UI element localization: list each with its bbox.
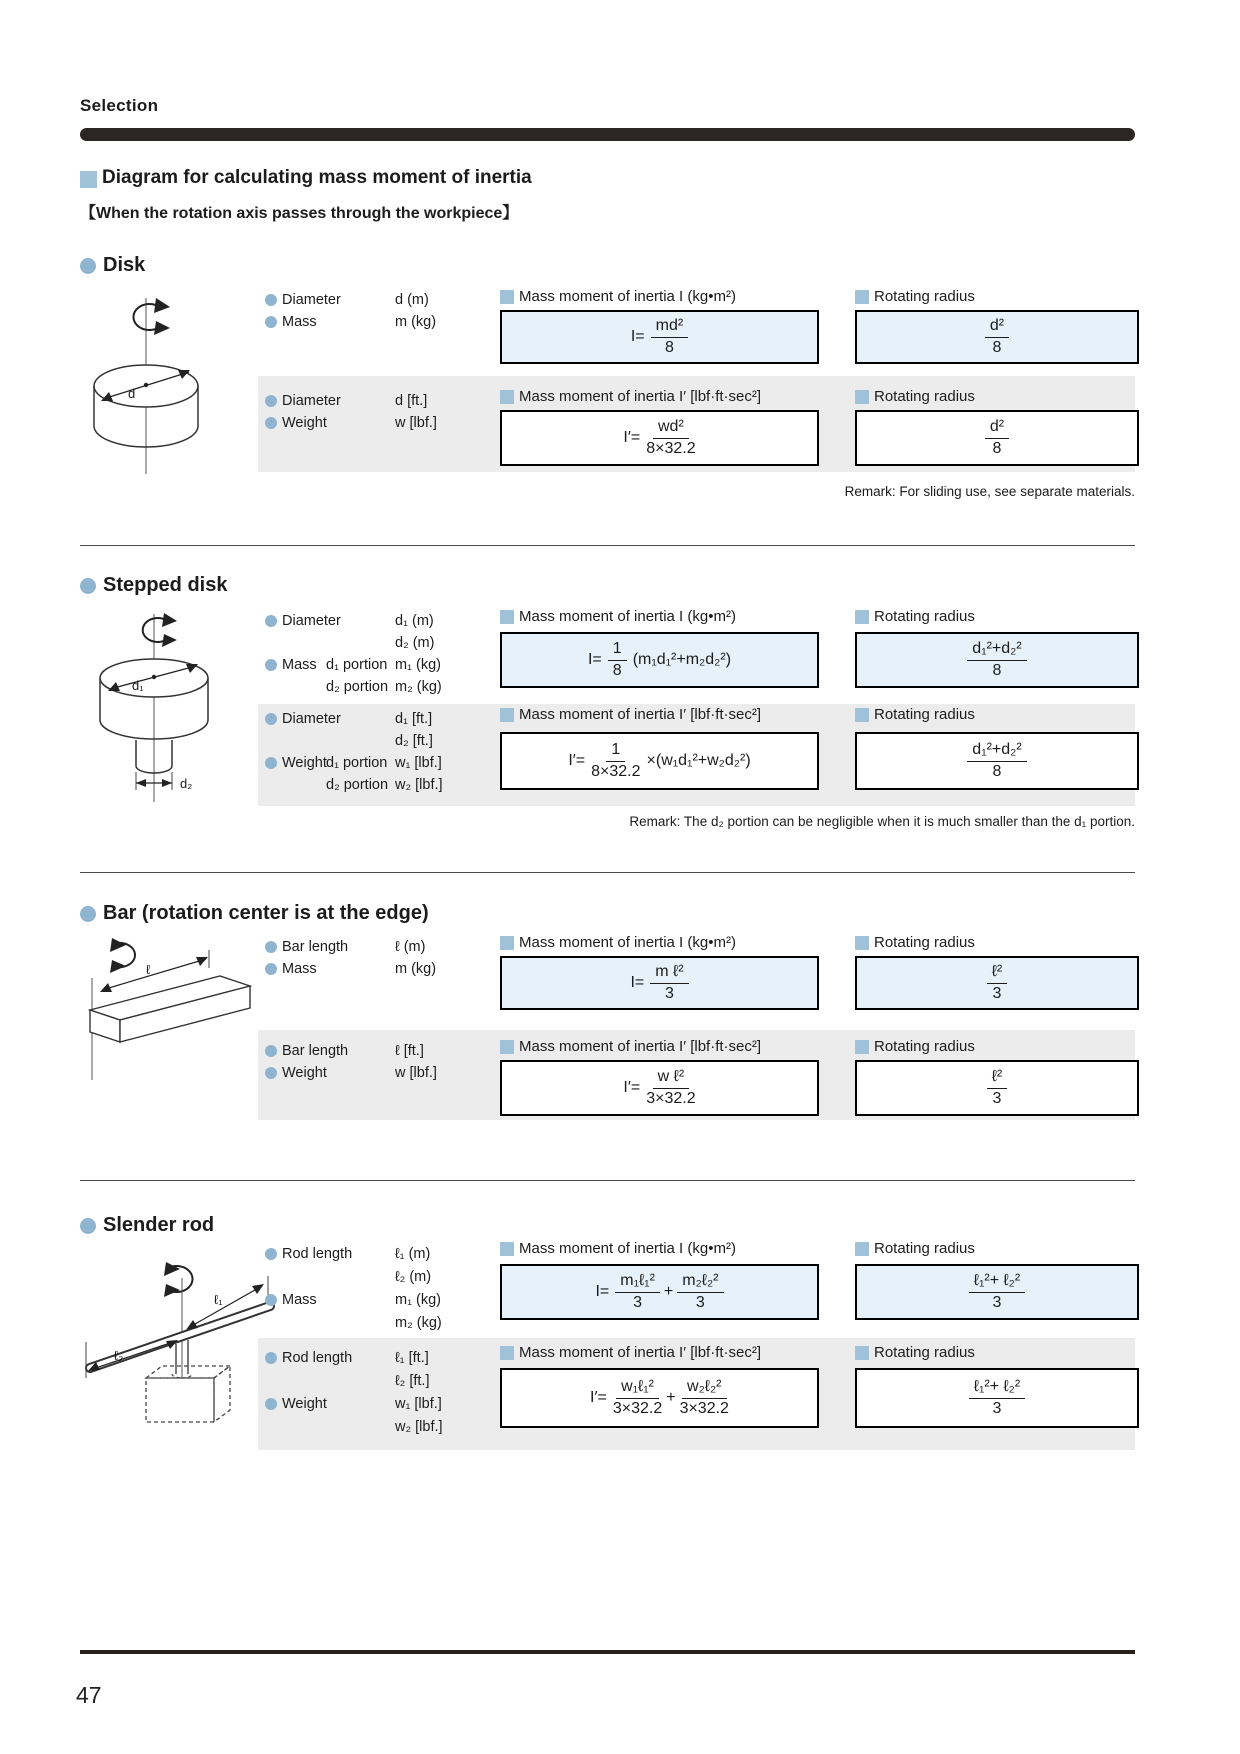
formula-plus: + [663, 1283, 674, 1300]
square-icon [500, 708, 514, 722]
radius-header-text: Rotating radius [874, 288, 975, 305]
bar-imperial-formula-box [500, 1060, 819, 1116]
frac-num: m ℓ² [650, 963, 688, 983]
section-title-text: Stepped disk [103, 574, 228, 596]
bullet-icon [265, 395, 277, 407]
section-divider [80, 1180, 1135, 1181]
square-icon [500, 610, 514, 624]
param-symbol: d₁ [ft.] [395, 711, 433, 727]
fraction [613, 1378, 662, 1418]
bullet-icon [265, 757, 277, 769]
param-row [265, 936, 477, 958]
param-symbol: w₂ [lbf.] [395, 1418, 443, 1435]
disk-imperial-params [265, 390, 477, 434]
inertia-header [500, 288, 736, 305]
title-square-icon [80, 171, 97, 188]
param-row [265, 632, 477, 654]
param-symbol: w [lbf.] [395, 415, 437, 431]
frac-den: 8×32.2 [646, 439, 696, 457]
disk-diagram [82, 284, 257, 479]
frac-num: d² [985, 418, 1009, 438]
bullet-icon [265, 417, 277, 429]
param-row [265, 390, 477, 412]
page-title [80, 167, 532, 189]
bullet-icon [265, 963, 277, 975]
inertia-header-text: Mass moment of inertia I (kg•m²) [519, 934, 736, 951]
frac-num: ℓ² [987, 1068, 1008, 1088]
frac-num: w₁ℓ₁² [616, 1378, 659, 1398]
radius-header [855, 706, 975, 723]
frac-den: 3 [992, 1089, 1002, 1107]
param-symbol: m (kg) [395, 961, 437, 977]
square-icon [500, 1242, 514, 1256]
param-row [265, 1369, 477, 1392]
fraction [987, 963, 1008, 1003]
param-mid: d₁ portion [326, 755, 388, 771]
bullet-icon [80, 258, 96, 274]
param-symbol: d₁ (m) [395, 613, 434, 629]
frac-den: 8 [992, 661, 1002, 679]
diagram-label-d2: d₂ [180, 776, 193, 791]
frac-den: 3 [664, 984, 674, 1002]
section-title-text: Bar (rotation center is at the edge) [103, 902, 429, 924]
param-row [265, 730, 477, 752]
frac-den: 3 [992, 1399, 1002, 1417]
param-row [265, 1265, 477, 1288]
bullet-icon [265, 1352, 277, 1364]
param-symbol: w₁ [lbf.] [395, 1395, 442, 1412]
bullet-icon [265, 294, 277, 306]
stepped-imperial-formula-box [500, 732, 819, 790]
disk-metric-params [265, 289, 477, 333]
param-row [265, 1311, 477, 1334]
param-symbol: d (m) [395, 292, 429, 308]
param-label: Rod length [282, 1245, 353, 1262]
rod-metric-formula-box [500, 1264, 819, 1320]
param-row [265, 654, 477, 676]
inertia-header-text: Mass moment of inertia I′ [lbf·ft·sec²] [519, 1344, 762, 1361]
bullet-icon [265, 1067, 277, 1079]
param-label: Diameter [282, 292, 341, 308]
param-symbol: m₁ (kg) [395, 657, 441, 673]
rod-metric-params [265, 1242, 477, 1334]
bar-metric-radius-box [855, 956, 1139, 1010]
param-label: Mass [282, 1291, 317, 1308]
inertia-header-text: Mass moment of inertia I (kg•m²) [519, 1240, 736, 1257]
square-icon [855, 610, 869, 624]
square-icon [855, 290, 869, 304]
param-symbol: ℓ (m) [395, 939, 426, 955]
fraction [967, 640, 1026, 680]
param-symbol: w₂ [lbf.] [395, 777, 443, 793]
radius-header [855, 934, 975, 951]
formula-post: (m₁d₁²+m₂d₂²) [632, 651, 732, 668]
frac-num: ℓ₁²+ ℓ₂² [969, 1272, 1025, 1292]
formula-lhs: I′= [623, 429, 641, 446]
param-label: Weight [282, 1065, 327, 1081]
section-title-text: Slender rod [103, 1214, 215, 1236]
param-symbol: w [lbf.] [395, 1065, 437, 1081]
bullet-icon [265, 615, 277, 627]
param-label: Weight [282, 755, 327, 771]
square-icon [855, 1040, 869, 1054]
radius-header [855, 1240, 975, 1257]
param-row [265, 1288, 477, 1311]
param-row [265, 958, 477, 980]
param-row [265, 1062, 477, 1084]
rod-imperial-params [265, 1346, 477, 1438]
frac-num: 1 [608, 640, 627, 660]
radius-header-text: Rotating radius [874, 388, 975, 405]
page-subtitle: 【When the rotation axis passes through the workpiece】 [80, 205, 519, 222]
square-icon [855, 936, 869, 950]
disk-imperial-radius-box [855, 410, 1139, 466]
bar-imperial-params [265, 1040, 477, 1084]
radius-header-text: Rotating radius [874, 1240, 975, 1257]
frac-num: wd² [653, 418, 689, 438]
bullet-icon [80, 578, 96, 594]
param-symbol: w₁ [lbf.] [395, 755, 442, 771]
frac-den: 8 [992, 338, 1002, 356]
frac-num: w ℓ² [653, 1068, 690, 1088]
section-title-bar [80, 902, 429, 925]
radius-header-text: Rotating radius [874, 934, 975, 951]
frac-num: d² [985, 317, 1009, 337]
inertia-header-text: Mass moment of inertia I (kg•m²) [519, 608, 736, 625]
disk-metric-formula-box [500, 310, 819, 364]
square-icon [855, 390, 869, 404]
param-row [265, 289, 477, 311]
param-symbol: m₁ (kg) [395, 1291, 441, 1308]
disk-metric-radius-box [855, 310, 1139, 364]
param-symbol: ℓ₁ [ft.] [395, 1349, 429, 1366]
radius-header-text: Rotating radius [874, 1038, 975, 1055]
frac-num: md² [651, 317, 689, 337]
inertia-header [500, 1038, 761, 1055]
inertia-header-text: Mass moment of inertia I′ [lbf·ft·sec²] [519, 1038, 762, 1055]
rod-imperial-radius-box [855, 1368, 1139, 1428]
param-mid: d₂ portion [326, 679, 389, 695]
stepped-remark: Remark: The d₂ portion can be negligible when it is much smaller than the d₁ portion. [629, 814, 1135, 829]
formula-lhs: I= [587, 651, 602, 668]
fraction [608, 640, 627, 680]
stepped-metric-params [265, 610, 477, 698]
param-row [265, 311, 477, 333]
frac-den: 8 [992, 439, 1002, 457]
bullet-icon [265, 316, 277, 328]
bullet-icon [265, 1294, 277, 1306]
frac-den: 3×32.2 [679, 1399, 729, 1417]
bullet-icon [265, 1398, 277, 1410]
radius-header [855, 388, 975, 405]
frac-den: 3 [992, 1293, 1002, 1311]
param-row [265, 774, 477, 796]
bar-metric-params [265, 936, 477, 980]
frac-num: w₂ℓ₂² [682, 1378, 726, 1398]
fraction [651, 317, 689, 357]
frac-den: 8×32.2 [591, 762, 641, 780]
section-title-slender-rod [80, 1214, 214, 1237]
param-mid: d₁ portion [326, 657, 388, 673]
param-label: Mass [282, 657, 317, 673]
param-label: Diameter [282, 711, 341, 727]
bullet-icon [265, 941, 277, 953]
frac-den: 3×32.2 [646, 1089, 696, 1107]
param-label: Weight [282, 415, 327, 431]
fraction [591, 741, 640, 781]
param-row [265, 1040, 477, 1062]
frac-den: 8 [612, 661, 622, 679]
frac-den: 3 [633, 1293, 643, 1311]
frac-num: 1 [606, 741, 625, 761]
param-symbol: m₂ (kg) [395, 1314, 442, 1331]
param-symbol: ℓ₂ (m) [395, 1268, 432, 1285]
diagram-label-l1: ℓ₁ [214, 1292, 223, 1307]
param-row [265, 1415, 477, 1438]
param-label: Weight [282, 1395, 327, 1412]
page-title-text: Diagram for calculating mass moment of inertia [102, 167, 532, 188]
frac-num: d₁²+d₂² [967, 640, 1026, 660]
stepped-imperial-params [265, 708, 477, 796]
fraction [646, 418, 695, 458]
param-mid: d₂ portion [326, 777, 389, 793]
param-symbol: d [ft.] [395, 393, 428, 409]
section-title-text: Disk [103, 254, 146, 276]
param-symbol: d₂ (m) [395, 635, 435, 651]
stepped-imperial-radius-box [855, 732, 1139, 790]
page-header: Selection [80, 96, 159, 115]
frac-den: 3×32.2 [612, 1399, 663, 1417]
bullet-icon [265, 1248, 277, 1260]
square-icon [500, 1346, 514, 1360]
square-icon [855, 1242, 869, 1256]
fraction [680, 1378, 729, 1418]
frac-num: ℓ² [987, 963, 1008, 983]
fraction [967, 741, 1026, 781]
radius-header [855, 1344, 975, 1361]
formula-lhs: I′= [568, 752, 586, 769]
formula-lhs: I′= [623, 1079, 641, 1096]
frac-den: 8 [992, 762, 1002, 780]
diagram-label-l: ℓ [146, 962, 151, 977]
radius-header [855, 1038, 975, 1055]
header-rule [80, 128, 1135, 141]
bar-metric-formula-box [500, 956, 819, 1010]
param-label: Rod length [282, 1349, 353, 1366]
param-symbol: ℓ₁ (m) [395, 1245, 431, 1262]
frac-den: 3 [695, 1293, 705, 1311]
square-icon [855, 708, 869, 722]
param-symbol: m (kg) [395, 314, 437, 330]
stepped-metric-radius-box [855, 632, 1139, 688]
fraction [677, 1272, 723, 1312]
param-row [265, 1242, 477, 1265]
inertia-header [500, 1240, 736, 1257]
rod-imperial-formula-box [500, 1368, 819, 1428]
param-symbol: ℓ₂ [ft.] [395, 1372, 430, 1389]
param-symbol: d₂ [ft.] [395, 733, 433, 749]
radius-header [855, 288, 975, 305]
inertia-header [500, 706, 761, 723]
inertia-header-text: Mass moment of inertia I′ [lbf·ft·sec²] [519, 388, 762, 405]
param-label: Diameter [282, 613, 341, 629]
bullet-icon [265, 713, 277, 725]
fraction [969, 1378, 1025, 1418]
fraction [615, 1272, 660, 1312]
fraction [987, 1068, 1008, 1108]
param-row [265, 676, 477, 698]
footer-rule [80, 1650, 1135, 1654]
formula-lhs: I= [595, 1283, 610, 1300]
bullet-icon [265, 659, 277, 671]
param-label: Diameter [282, 393, 341, 409]
stepped-disk-diagram [80, 602, 275, 812]
radius-header-text: Rotating radius [874, 608, 975, 625]
fraction [646, 1068, 695, 1108]
param-label: Bar length [282, 1043, 349, 1059]
bullet-icon [80, 1218, 96, 1234]
frac-num: m₂ℓ₂² [677, 1272, 723, 1292]
formula-lhs: I= [630, 328, 645, 345]
inertia-header [500, 1344, 761, 1361]
param-label: Mass [282, 314, 317, 330]
inertia-header [500, 608, 736, 625]
inertia-header [500, 934, 736, 951]
param-row [265, 708, 477, 730]
formula-lhs: I= [630, 974, 645, 991]
param-row [265, 1346, 477, 1369]
param-row [265, 752, 477, 774]
square-icon [500, 1040, 514, 1054]
param-row [265, 610, 477, 632]
page-number: 47 [76, 1682, 102, 1708]
fraction [985, 317, 1009, 357]
square-icon [500, 936, 514, 950]
inertia-header-text: Mass moment of inertia I′ [lbf·ft·sec²] [519, 706, 762, 723]
square-icon [855, 1346, 869, 1360]
fraction [969, 1272, 1025, 1312]
param-label: Mass [282, 961, 317, 977]
diagram-label-d: d [128, 386, 136, 401]
frac-den: 8 [664, 338, 674, 356]
bullet-icon [80, 906, 96, 922]
section-title-disk [80, 254, 145, 277]
radius-header-text: Rotating radius [874, 706, 975, 723]
disk-remark: Remark: For sliding use, see separate materials. [844, 484, 1135, 499]
radius-header [855, 608, 975, 625]
stepped-metric-formula-box [500, 632, 819, 688]
formula-lhs: I′= [590, 1389, 607, 1406]
fraction [650, 963, 688, 1003]
section-title-stepped-disk [80, 574, 227, 597]
square-icon [500, 290, 514, 304]
frac-num: m₁ℓ₁² [615, 1272, 660, 1292]
radius-header-text: Rotating radius [874, 1344, 975, 1361]
square-icon [500, 390, 514, 404]
param-symbol: ℓ [ft.] [395, 1043, 424, 1059]
formula-post: ×(w₁d₁²+w₂d₂²) [646, 752, 751, 769]
section-divider [80, 872, 1135, 873]
diagram-label-d1: d₁ [132, 678, 144, 693]
param-label: Bar length [282, 939, 349, 955]
inertia-header [500, 388, 761, 405]
frac-num: d₁²+d₂² [967, 741, 1026, 761]
param-row [265, 1392, 477, 1415]
rod-metric-radius-box [855, 1264, 1139, 1320]
param-symbol: m₂ (kg) [395, 679, 442, 695]
fraction [985, 418, 1009, 458]
disk-imperial-formula-box [500, 410, 819, 466]
formula-plus: + [666, 1389, 676, 1406]
frac-num: ℓ₁²+ ℓ₂² [969, 1378, 1025, 1398]
diagram-label-l2: ℓ₂ [114, 1348, 124, 1363]
frac-den: 3 [992, 984, 1002, 1002]
bar-diagram [78, 930, 283, 1090]
bullet-icon [265, 1045, 277, 1057]
section-divider [80, 545, 1135, 546]
bar-imperial-radius-box [855, 1060, 1139, 1116]
param-row [265, 412, 477, 434]
inertia-header-text: Mass moment of inertia I (kg•m²) [519, 288, 736, 305]
